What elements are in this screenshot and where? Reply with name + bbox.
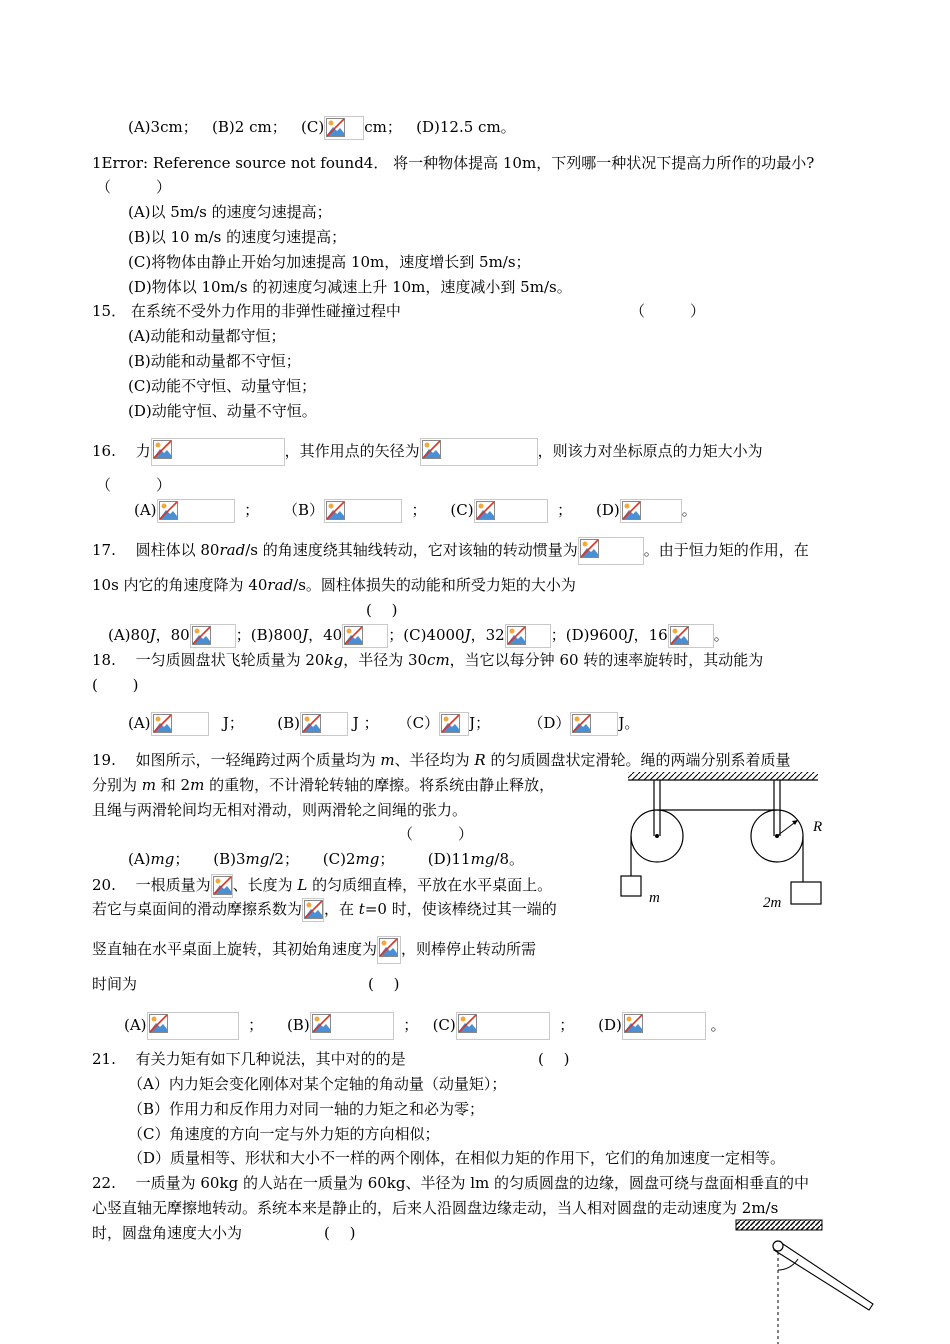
broken-image-icon [441, 714, 460, 733]
q18-option-a: (A) [128, 714, 151, 732]
unit-kg: kg [324, 651, 344, 669]
ceiling-hatch [628, 772, 818, 780]
mass-m [621, 876, 641, 896]
q21-option-d: （D）质量相等、形状和大小不一样的两个刚体，在相似力矩的作用下，它们的角加速度一定相等。 [128, 1149, 786, 1167]
unit-cm: cm [427, 651, 450, 669]
var-mg: mg [470, 850, 495, 868]
q20-text: =0 时，使该棒绕过其一端的 [364, 900, 557, 918]
q14-option-c: (C)将物体由静止开始匀加速提高 10m，速度增长到 5m/s； [128, 253, 531, 271]
q21-option-a: （A）内力矩会变化刚体对某个定轴的角动量（动量矩）； [128, 1075, 507, 1093]
separator: ； [559, 1016, 575, 1034]
q19-stem-line2 [92, 775, 554, 795]
pivot-icon [773, 1241, 783, 1251]
broken-image-icon [422, 440, 441, 459]
broken-image-icon [153, 714, 172, 733]
image-placeholder [668, 624, 714, 648]
image-placeholder [474, 499, 548, 523]
q20-text: 若它与桌面间的滑动摩擦系数为 [92, 900, 303, 918]
q17-option-d-part: ，16 [633, 626, 668, 644]
q16-paren: （ ） [96, 476, 172, 494]
q17-paren: ( ) [366, 601, 398, 619]
unit-j: J [149, 626, 156, 644]
q20-text: 竖直轴在水平桌面上旋转，其初始角速度为 [92, 940, 378, 958]
q16-option-b: （B） [282, 501, 324, 519]
unit-j: J [302, 626, 309, 644]
image-placeholder [151, 438, 285, 466]
separator: ； [411, 501, 427, 519]
q18-text: ，半径为 30 [343, 651, 428, 669]
broken-image-icon [312, 1014, 331, 1033]
q13-options [128, 116, 516, 140]
broken-image-icon [326, 501, 345, 520]
var-m: m [380, 751, 395, 769]
q17-option-c: (C)4000 [403, 626, 465, 644]
q19-text: 分别为 [92, 776, 142, 794]
var-mg: mg [355, 850, 380, 868]
q22-stem-line3: 时，圆盘角速度大小为 [92, 1224, 243, 1242]
q16-stem-part: ，则该力对坐标原点的力矩大小为 [537, 442, 763, 460]
image-placeholder [420, 438, 538, 466]
unit-j: J [627, 626, 634, 644]
separator: ； [244, 501, 260, 519]
q19-option-a: (A) [128, 850, 151, 868]
q18-option-b: (B) [277, 714, 300, 732]
separator: ； [403, 1016, 419, 1034]
q20-stem-line3 [92, 936, 536, 964]
q21-stem: 21. 有关力矩有如下几种说法，其中对的的是 [92, 1050, 406, 1068]
q17-option-d: (D)9600 [565, 626, 628, 644]
image-placeholder [456, 1012, 550, 1040]
image-placeholder [377, 936, 401, 964]
q17-option-a: (A)80 [108, 626, 150, 644]
q15-option-d: (D)动能守恒、动量不守恒。 [128, 402, 317, 420]
q19-text: 和 2 [156, 776, 191, 794]
q20-options [124, 1012, 726, 1040]
var-mg: mg [150, 850, 175, 868]
unit-rad: rad [219, 541, 246, 559]
q14-option-a: (A)以 5m/s 的速度匀速提高； [128, 203, 332, 221]
image-placeholder [302, 898, 324, 922]
broken-image-icon [344, 626, 363, 645]
q20-paren: ( ) [368, 975, 400, 993]
q13-option-a: (A)3cm； [128, 118, 198, 136]
image-placeholder [157, 499, 235, 523]
unit-j: J ； [352, 714, 379, 732]
label-m: m [649, 890, 660, 906]
q16-option-c: (C) [450, 501, 474, 519]
mass-2m [791, 882, 821, 904]
q19-paren: （ ） [398, 825, 474, 843]
q18-text: 18. 一匀质圆盘状飞轮质量为 20 [92, 651, 325, 669]
var-m: m [141, 776, 157, 794]
q17-text: 。由于恒力矩的作用，在 [643, 541, 809, 559]
image-placeholder [310, 1012, 394, 1040]
q13-option-c: (C) [301, 118, 325, 136]
broken-image-icon [326, 118, 345, 137]
q20-text: 的匀质细直棒，平放在水平桌面上。 [307, 876, 553, 894]
q20-stem-line1 [92, 874, 552, 898]
image-placeholder [324, 116, 364, 140]
q19-text: 、半径均为 [394, 751, 475, 769]
separator: ； [248, 1016, 264, 1034]
q20-text: ，则棒停止转动所需 [401, 940, 537, 958]
q14-option-d: (D)物体以 10m/s 的初速度匀减速上升 10m，速度减小到 5m/s。 [128, 278, 572, 296]
q18-options [128, 712, 639, 736]
q19-option-c: (C)2 [322, 850, 356, 868]
broken-image-icon [379, 938, 398, 957]
q15-stem: 15． 在系统不受外力作用的非弹性碰撞过程中 [92, 302, 401, 320]
q20-option-d: (D) [598, 1016, 622, 1034]
q14-option-b: (B)以 10 m/s 的速度匀速提高； [128, 228, 347, 246]
image-placeholder [342, 624, 388, 648]
q18-paren: ( ) [92, 676, 139, 694]
q19-stem-line1 [92, 750, 791, 770]
broken-image-icon [580, 539, 599, 558]
q19-option-d-part: /8。 [494, 850, 525, 868]
q19-stem-line3: 且绳与两滑轮间均无相对滑动，则两滑轮之间绳的张力。 [92, 801, 468, 819]
q15-paren: （ ） [630, 302, 706, 320]
image-placeholder [324, 499, 402, 523]
q19-option-b: (B)3 [213, 850, 246, 868]
q19-option-d: (D)11 [427, 850, 471, 868]
separator: ； [550, 626, 566, 644]
q16-options [134, 499, 697, 523]
broken-image-icon [302, 714, 321, 733]
q14-paren: （ ） [96, 178, 172, 196]
q18-stem [92, 650, 763, 670]
q19-options [128, 849, 524, 869]
q16-stem-part: ，其作用点的矢径为 [284, 442, 420, 460]
broken-image-icon [670, 626, 689, 645]
q20-option-a: (A) [124, 1016, 147, 1034]
unit-j: J。 [618, 714, 640, 732]
q17-text: /s。圆柱体损失的动能和所受力矩的大小为 [293, 576, 576, 594]
q20-stem-line2 [92, 898, 557, 922]
q17-stem-line1 [92, 537, 809, 565]
q18-option-d: （D） [528, 714, 571, 732]
var-m: m [190, 776, 205, 794]
broken-image-icon [304, 900, 323, 919]
q17-text: 10s 内它的角速度降为 40 [92, 576, 268, 594]
broken-image-icon [153, 440, 172, 459]
image-placeholder [300, 712, 348, 736]
q22-stem-line2: 心竖直轴无摩擦地转动。系统本来是静止的，后来人沿圆盘边缘走动，当人相对圆盘的走动速度为 2m/s [92, 1199, 779, 1217]
broken-image-icon [572, 714, 591, 733]
separator: ； [379, 850, 395, 868]
image-placeholder [620, 499, 682, 523]
q21-option-c: （C）角速度的方向一定与外力矩的方向相似； [128, 1125, 440, 1143]
unit-j: J； [222, 714, 244, 732]
q13-option-b: (B)2 cm； [212, 118, 287, 136]
separator: ； [388, 626, 404, 644]
q16-option-a: (A) [134, 501, 157, 519]
pulley-figure [620, 768, 830, 918]
broken-image-icon [624, 1014, 643, 1033]
ceiling-hatch [736, 1220, 822, 1230]
separator: ； [235, 626, 251, 644]
q20-text: ，在 [324, 900, 359, 918]
q20-option-c: (C) [432, 1016, 456, 1034]
q15-option-b: (B)动能和动量都不守恒； [128, 352, 301, 370]
q18-text: ，当它以每分钟 60 转的速率旋转时，其动能为 [449, 651, 764, 669]
broken-image-icon [622, 501, 641, 520]
q19-text: 的匀质圆盘状定滑轮。绳的两端分别系着质量 [485, 751, 791, 769]
var-t: t [358, 900, 365, 918]
broken-image-icon [507, 626, 526, 645]
q19-text: 19. 如图所示，一轻绳跨过两个质量均为 [92, 751, 381, 769]
separator: ； [174, 850, 190, 868]
image-placeholder [211, 874, 233, 898]
broken-image-icon [458, 1014, 477, 1033]
q22-stem-line1: 22. 一质量为 60kg 的人站在一质量为 60kg、半径为 lm 的匀质圆盘的边缘，圆盘可绕与盘面相垂直的中 [92, 1174, 810, 1192]
image-placeholder [151, 712, 209, 736]
q16-stem [92, 438, 763, 466]
image-placeholder [622, 1012, 706, 1040]
broken-image-icon [213, 876, 232, 895]
q17-text: /s 的角速度绕其轴线转动，它对该轴的转动惯量为 [245, 541, 578, 559]
q22-paren: ( ) [324, 1224, 356, 1242]
q17-option-c-part: ，32 [470, 626, 505, 644]
image-placeholder [505, 624, 551, 648]
unit-j: J； [469, 714, 491, 732]
unit-j: J [464, 626, 471, 644]
image-placeholder [147, 1012, 239, 1040]
end-mark: 。 [681, 501, 697, 519]
q17-option-b-part: ，40 [308, 626, 343, 644]
q17-stem-line2 [92, 575, 576, 595]
q13-option-d: (D)12.5 cm。 [416, 118, 516, 136]
var-mg: mg [245, 850, 270, 868]
var-l: L [297, 876, 308, 894]
q16-stem-part: 16. 力 [92, 442, 151, 460]
end-mark: 。 [713, 626, 729, 644]
q17-options [108, 624, 729, 648]
end-mark: 。 [710, 1016, 726, 1034]
broken-image-icon [192, 626, 211, 645]
q19-text: 的重物，不计滑轮转轴的摩擦。将系统由静止释放， [204, 776, 555, 794]
left-axle [655, 834, 659, 838]
broken-image-icon [159, 501, 178, 520]
broken-image-icon [476, 501, 495, 520]
q21-option-b: （B）作用力和反作用力对同一轴的力矩之和必为零； [128, 1100, 485, 1118]
image-placeholder [570, 712, 618, 736]
image-placeholder [578, 537, 644, 565]
label-2m: 2m [763, 895, 782, 911]
q20-text: 、长度为 [232, 876, 298, 894]
var-r: R [474, 751, 486, 769]
q20-text: 20. 一根质量为 [92, 876, 211, 894]
rod [774, 1244, 873, 1310]
q14-stem: 1Error: Reference source not found4． 将一种物体提高 10m，下列哪一种状况下提高力所作的功最小? [92, 154, 815, 172]
q17-option-a-part: ，80 [155, 626, 190, 644]
q17-option-b: (B)800 [250, 626, 303, 644]
q17-text: 17. 圆柱体以 80 [92, 541, 220, 559]
image-placeholder [439, 712, 469, 736]
unit-rad: rad [267, 576, 294, 594]
image-placeholder [190, 624, 236, 648]
q15-option-a: (A)动能和动量都守恒； [128, 327, 286, 345]
q16-option-d: (D) [595, 501, 620, 519]
q18-option-c: （C） [397, 714, 440, 732]
q19-option-b-part: /2； [269, 850, 299, 868]
q20-option-b: (B) [286, 1016, 310, 1034]
q20-stem-line4: 时间为 [92, 975, 138, 993]
q15-option-c: (C)动能不守恒、动量守恒； [128, 377, 317, 395]
q21-paren: ( ) [538, 1050, 570, 1068]
q13-option-c-unit: cm； [364, 118, 402, 136]
rod-pivot-figure [730, 1216, 880, 1344]
separator: ； [557, 501, 573, 519]
label-r: R [813, 819, 823, 835]
broken-image-icon [149, 1014, 168, 1033]
